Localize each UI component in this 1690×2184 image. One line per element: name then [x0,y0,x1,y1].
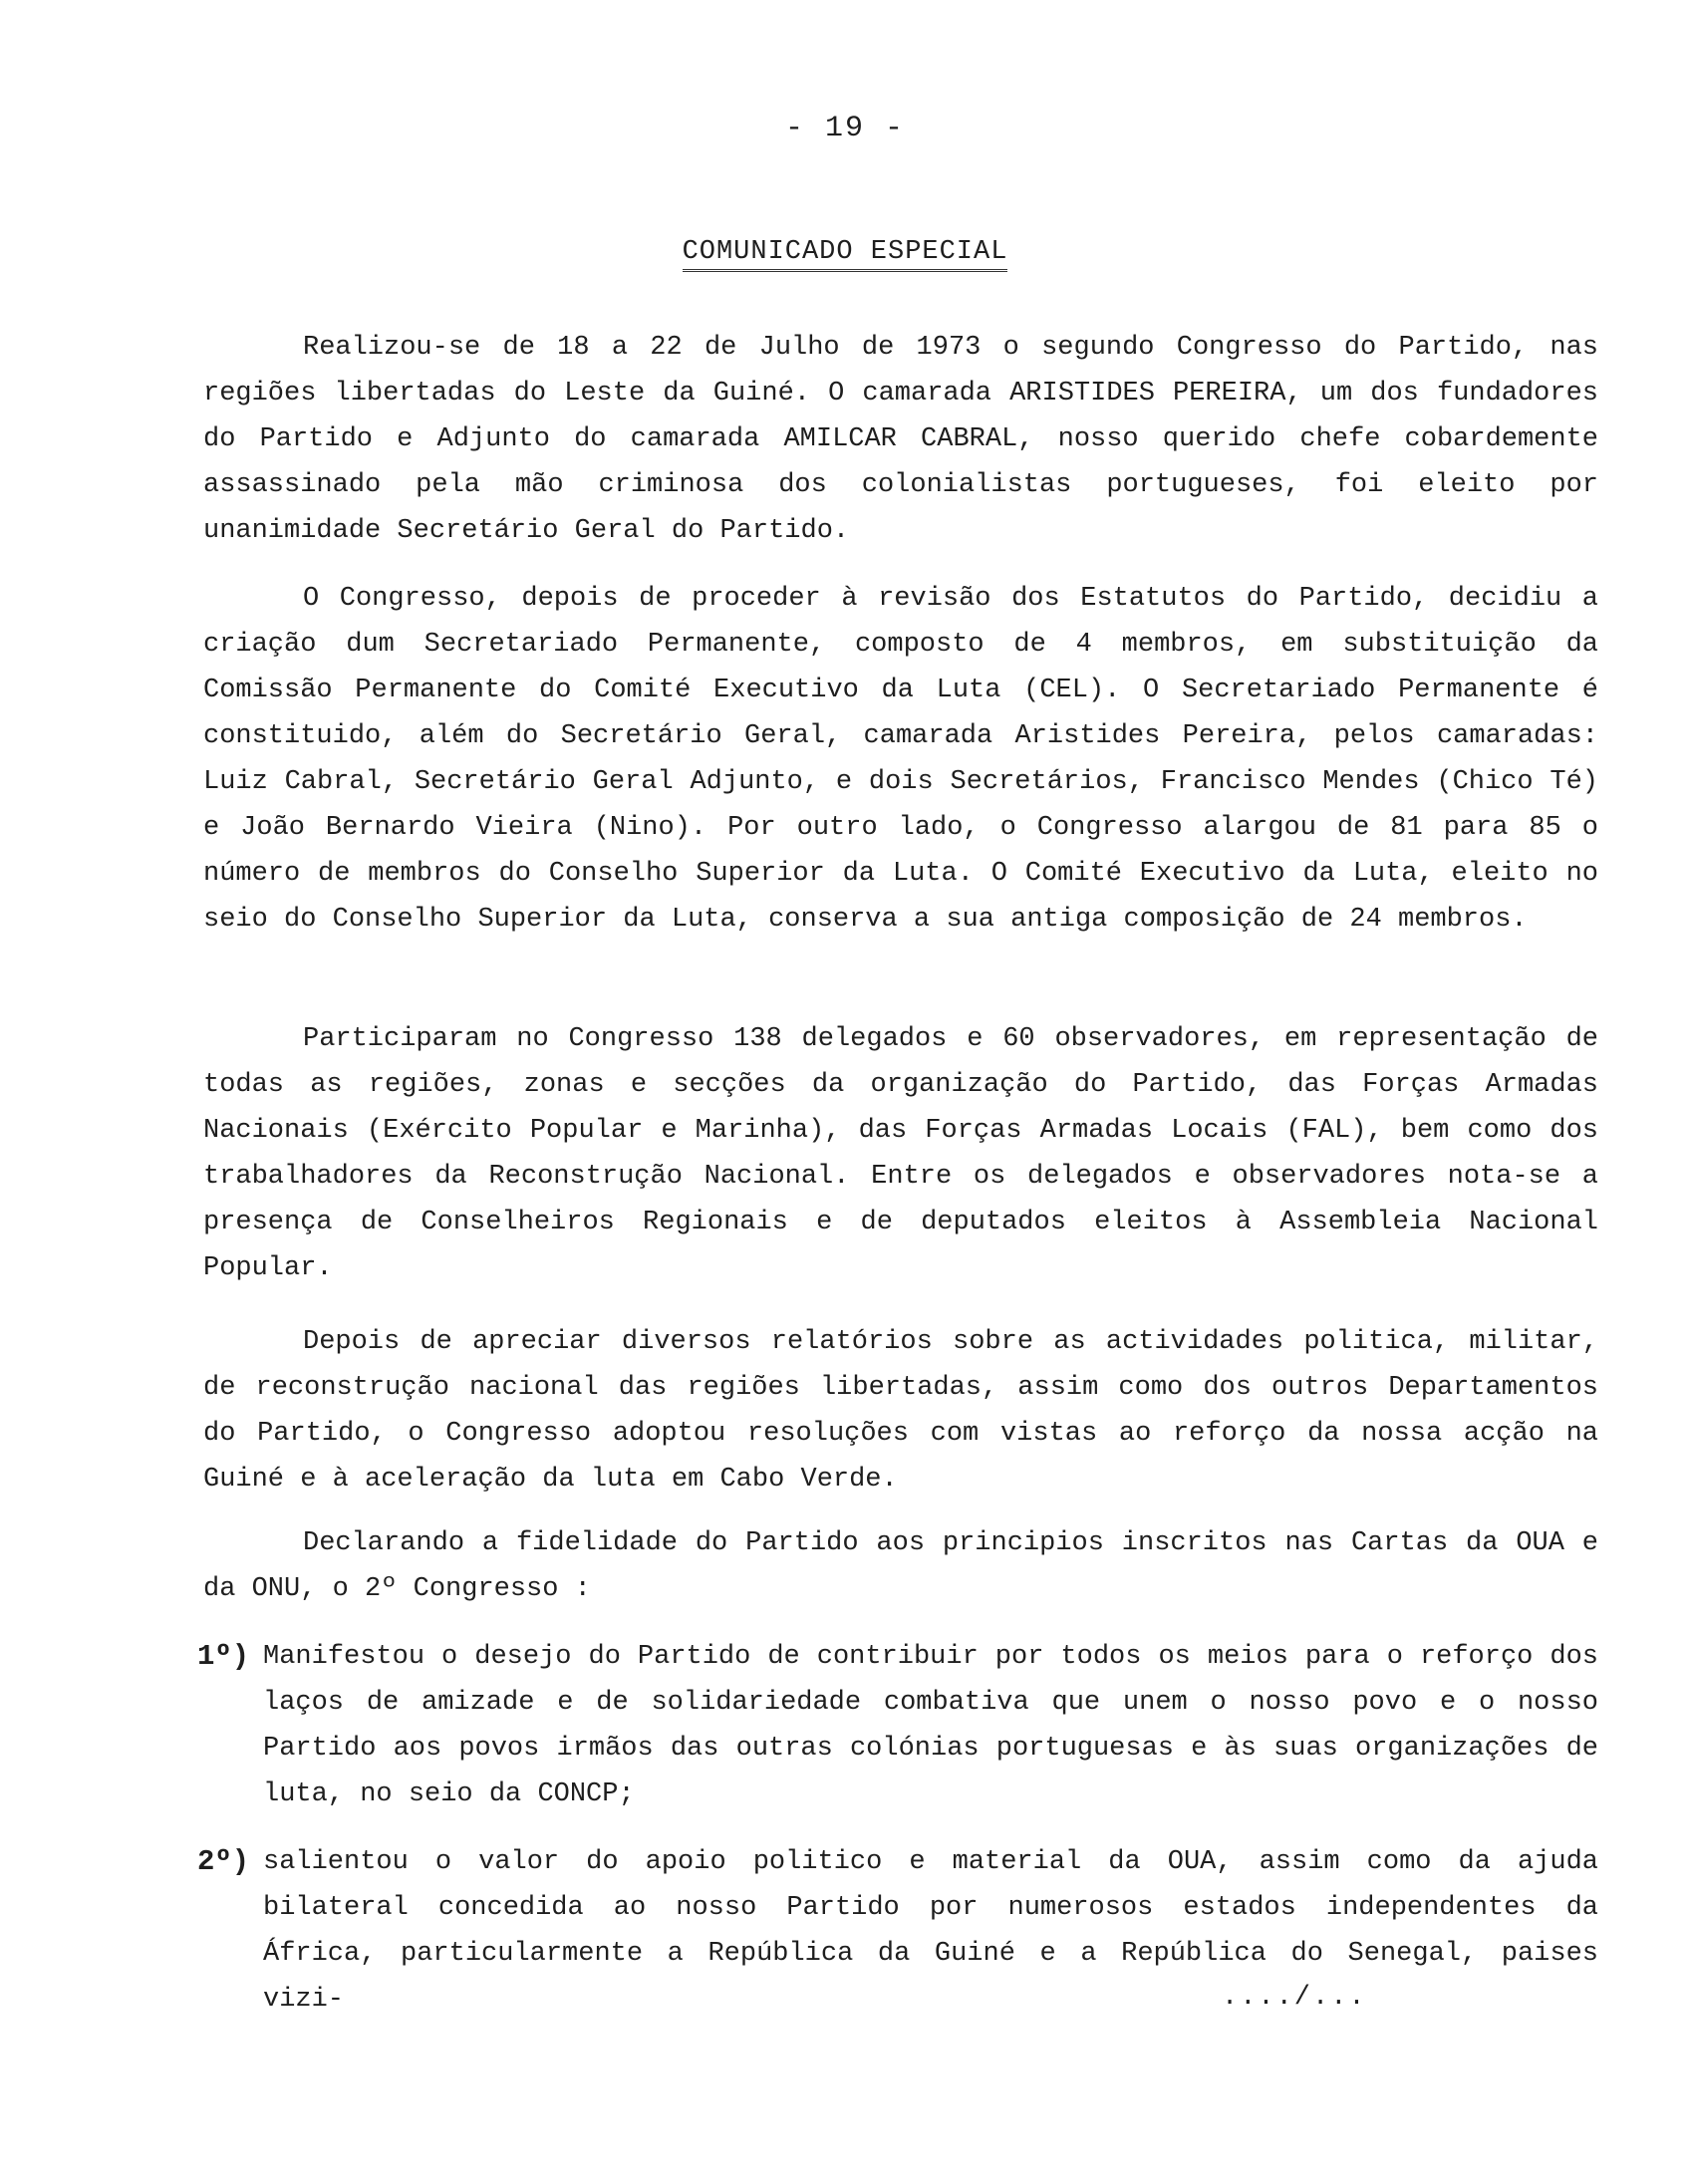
list-item [197,1839,1598,2023]
document-title [0,237,1690,267]
paragraph-resolutions: Depois de apreciar diversos relatórios sobre as actividades politica, militar, de reconstrução nacional das regiões libertadas, assim como dos outros Departamentos do Partido, o Congresso adoptou resoluções com vistas ao reforço da nossa acção na Guiné e à aceleração da luta em Cabo Verde. [203,1327,1598,1495]
paragraph-participants: Participaram no Congresso 138 delegados e 60 observadores, em representação de todas as regiões, zonas e secções da organização do Partido, das Forças Armadas Nacionais (Exército Popular e Marinha), das Forças Armadas Locais (FAL), bem como dos trabalhadores da Reconstrução Nacional. Entre os delegados e observadores nota-se a presença de Conselheiros Regionais e de deputados eleitos à Assembleia Nacional Popular. [203,1024,1598,1283]
paragraph-fidelity: Declarando a fidelidade do Partido aos principios inscritos nas Cartas da OUA e da ONU, o 2º Congresso : [203,1528,1598,1604]
list-item-text: salientou o valor do apoio politico e material da OUA, assim como da ajuda bilateral concedida ao nosso Partido por numerosos estados independentes da África, particularmente a República da Guiné e a República do Senegal, paises vizi- [263,1847,1598,2015]
list-item-number: 2º) [197,1845,250,1878]
list-item-text: Manifestou o desejo do Partido de contribuir por todos os meios para o reforço dos laços de amizade e de solidariedade combativa que unem o nosso povo e o nosso Partido aos povos irmãos das outras colónias portuguesas e às suas organizações de luta, no seio da CONCP; [263,1642,1598,1809]
list-item [197,1634,1598,1817]
paragraph-congress-held: Realizou-se de 18 a 22 de Julho de 1973 o segundo Congresso do Partido, nas regiões libertadas do Leste da Guiné. O camarada ARISTIDES PEREIRA, um dos fundadores do Partido e Adjunto do camarada AMILCAR CABRAL, nosso querido chefe cobardemente assassinado pela mão criminosa dos colonialistas portugueses, foi eleito por unanimidade Secretário Geral do Partido. [203,333,1598,546]
list-item-number: 1º) [197,1640,250,1673]
continuation-marker: ..../... [1222,1983,1367,2013]
document-title-text: COMUNICADO ESPECIAL [683,237,1008,272]
page-number: - 19 - [784,112,906,145]
paragraph-secretariat: O Congresso, depois de proceder à revisão dos Estatutos do Partido, decidiu a criação dum Secretariado Permanente, composto de 4 membros, em substituição da Comissão Permanente do Comité Executivo da Luta (CEL). O Secretariado Permanente é constituido, além do Secretário Geral, camarada Aristides Pereira, pelos camaradas: Luiz Cabral, Secretário Geral Adjunto, e dois Secretários, Francisco Mendes (Chico Té) e João Bernardo Vieira (Nino). Por outro lado, o Congresso alargou de 81 para 85 o número de membros do Conselho Superior da Luta. O Comité Executivo da Luta, eleito no seio do Conselho Superior da Luta, conserva a sua antiga composição de 24 membros. [203,584,1598,935]
